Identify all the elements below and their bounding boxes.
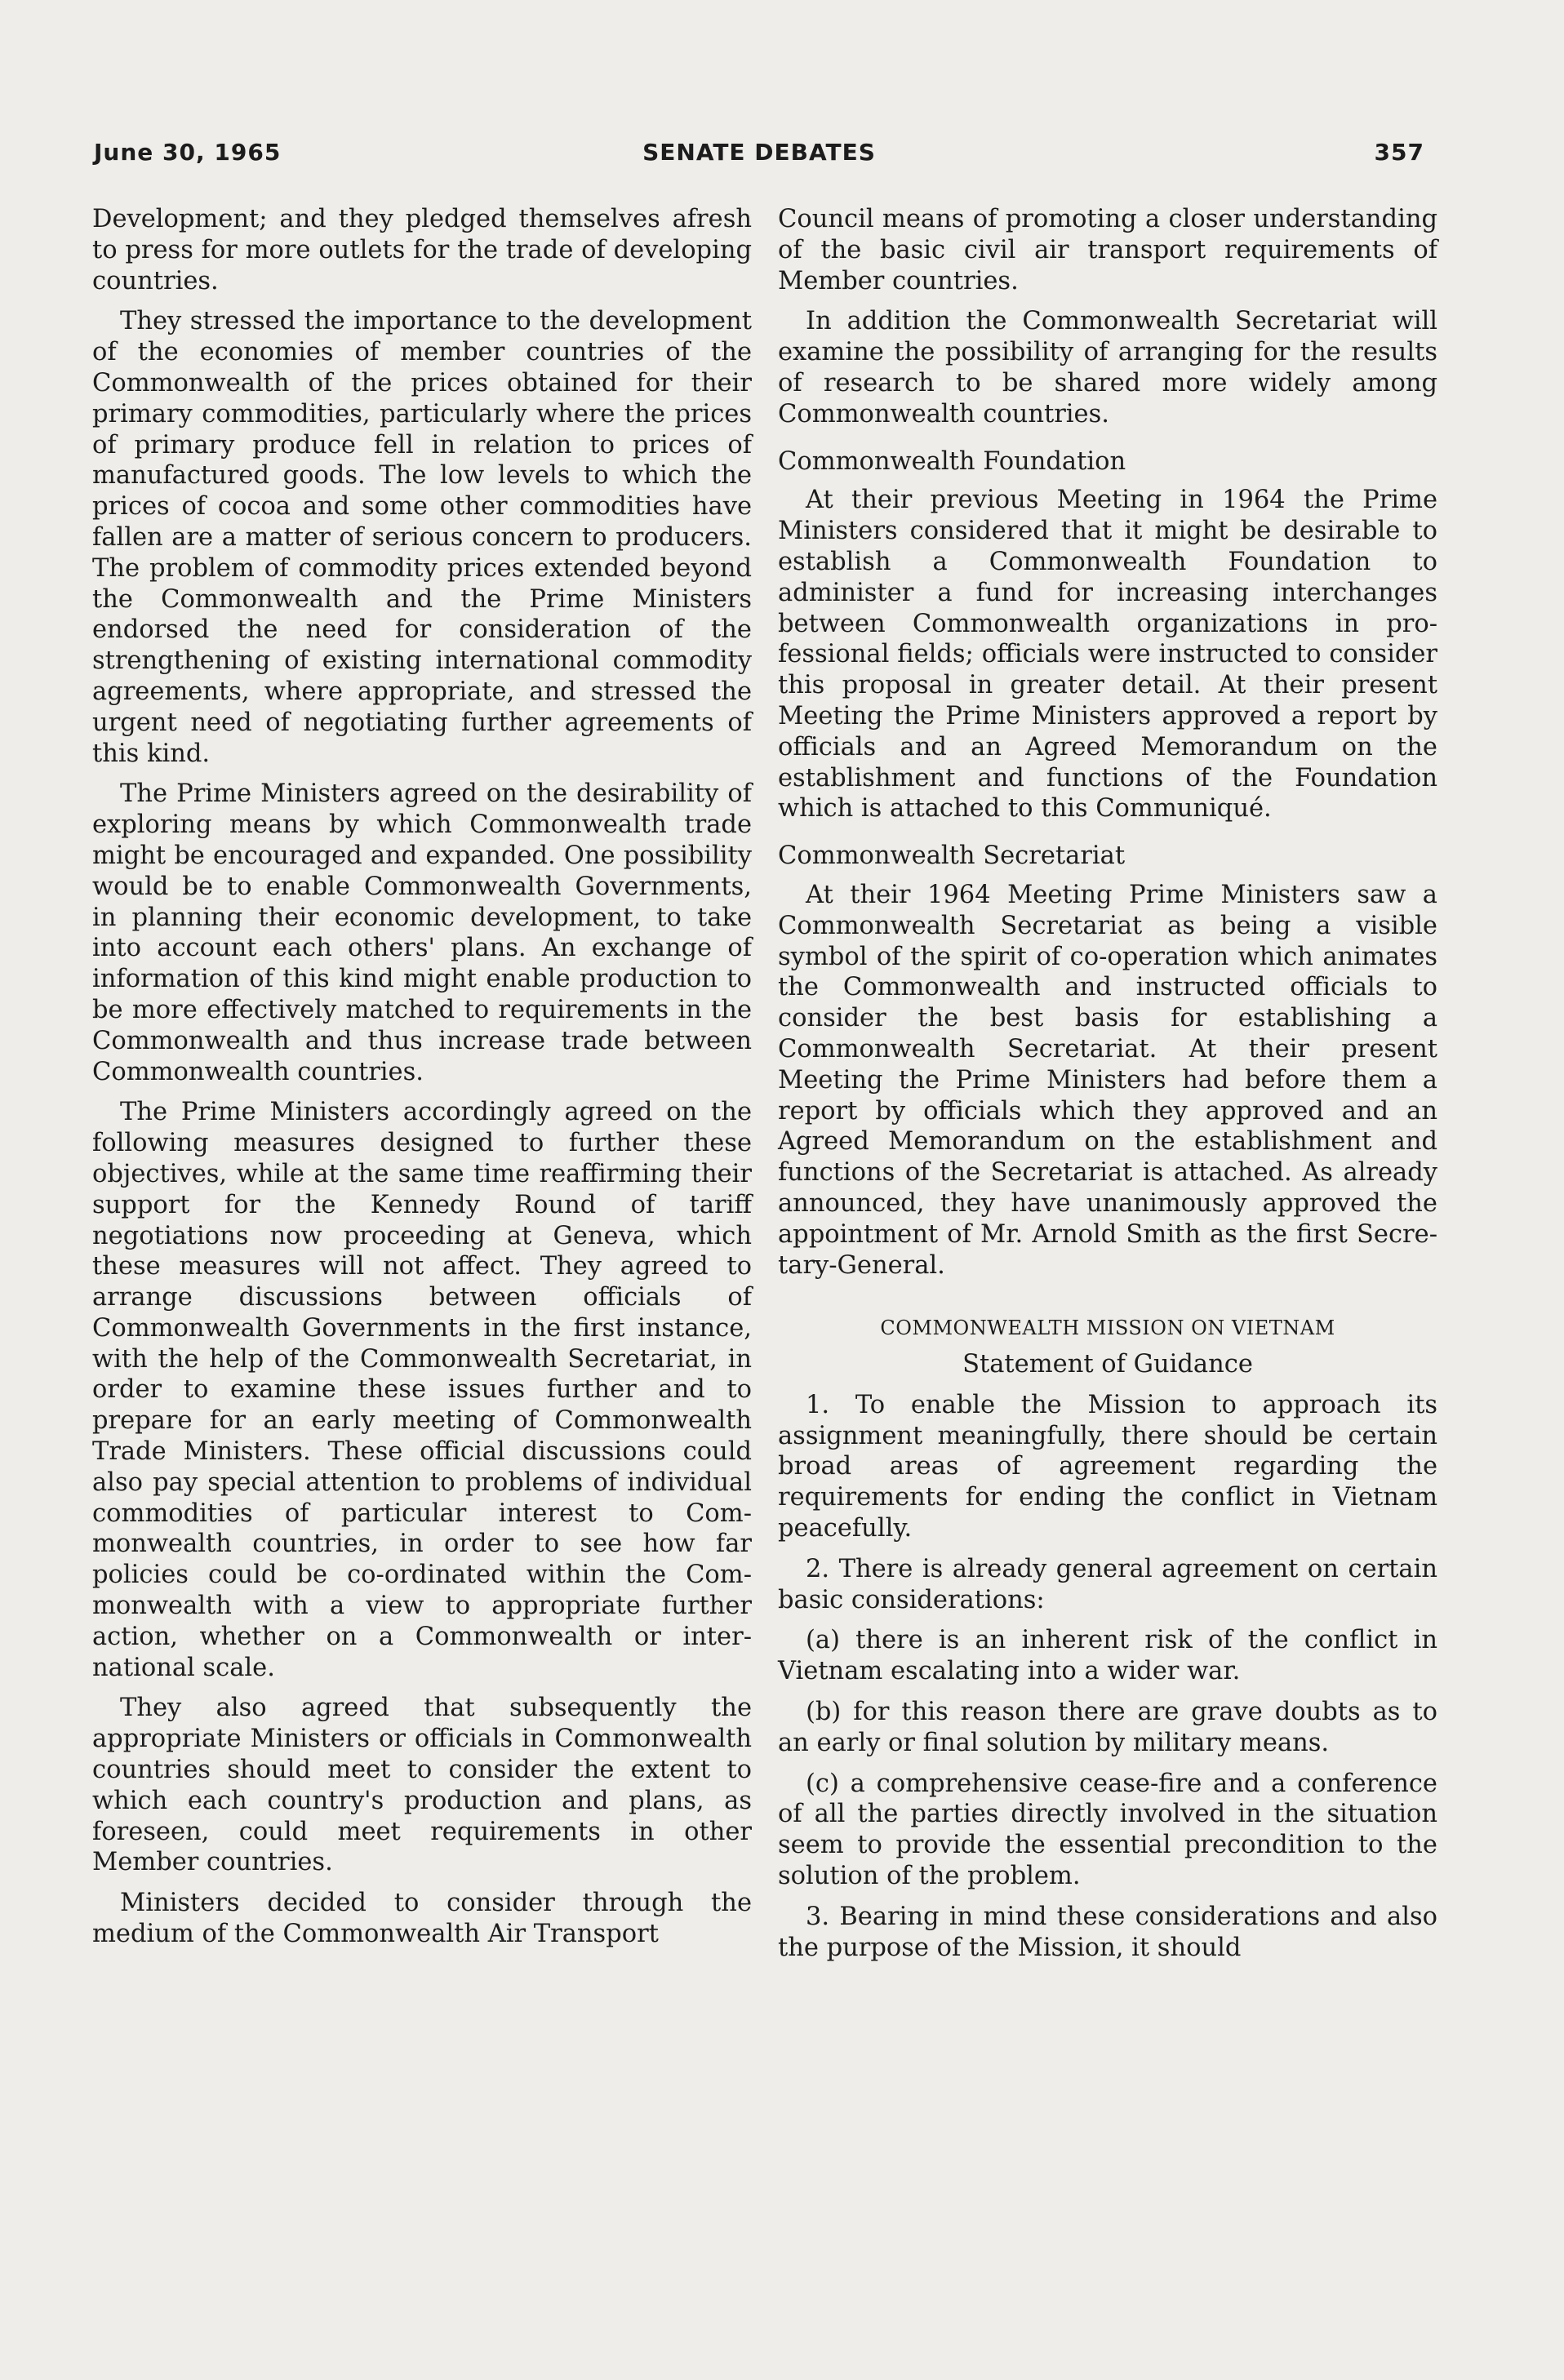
- paragraph-research: In addition the Commonwealth Secretariat will examine the possibility of arranging for the results of research to be shared more widely among Commonwealth countries.: [778, 307, 1437, 428]
- section-subtitle-guidance: Statement of Guidance: [962, 1350, 1253, 1379]
- paragraph-foundation: At their previous Meeting in 1964 the Prime Ministers considered that it might be desirable to establish a Commonwealth Foundation to administer a fund for increasing interchanges between Commonwealth organizations in professional fields; officials were instructed to consider this proposal in greater detail. At their present Meeting the Prime Ministers approved a report by officials and an Agreed Memorandum on the establishment and functions of the Foundation which is attached to this Communiqué.: [778, 486, 1437, 824]
- paragraph-development: Development; and they pledged themselves afresh to press for more outlets for the trade of developing countries.: [92, 205, 752, 295]
- paragraph-air-transport: Ministers decided to consider through the medium of the Commonwealth Air Transport: [92, 1889, 752, 1949]
- heading-commonwealth-secretariat: Commonwealth Secretariat: [778, 841, 1126, 871]
- guidance-item-1: 1. To enable the Mission to approach its assignment meaningfully, there should be certain broad areas of agreement regarding the requirements for ending the conflict in Vietnam peacefully.: [778, 1390, 1437, 1543]
- paragraph-primary-commodities: They stressed the importance to the development of the economies of member countries of the Commonwealth of the prices obtained for their primary commodities, particularly where the prices of primary produce fell in relation to prices of manufactured goods. The low levels to which the prices of cocoa and some other commodities have fallen are a matter of serious concern to producers. The problem of commodity prices extended beyond the Commonwealth and the Prime Ministers endorsed the need for consideration of the strengthening of existing international commodity agreements, where appropriate, and stressed the urgent need of negotiating further agreements of this kind.: [92, 307, 752, 768]
- guidance-item-3: 3. Bearing in mind these considerations and also the purpose of the Mission, it should: [778, 1902, 1437, 1962]
- header-title: SENATE DEBATES: [642, 139, 876, 166]
- header-date: June 30, 1965: [94, 139, 282, 166]
- paragraph-trade-encouraged: The Prime Ministers agreed on the desirability of exploring means by which Commonwealth trade might be encouraged and expanded. One possibility would be to enable Commonwealth Governments, in planning their economic development, to take into account each others' plans. An exchange of information of this kind might enable production to be more effectively matched to requirements in the Commonwealth and thus increase trade between Commonwealth countries.: [92, 779, 752, 1086]
- paragraph-measures: The Prime Ministers accordingly agreed on the following measures designed to further these objectives, while at the same time reaffirming their support for the Kennedy Round of tariff negotiations now proceeding at Geneva, which these measures will not affect. They agreed to arrange discussions between officials of Commonwealth Governments in the first instance, with the help of the Commonwealth Secretariat, in order to examine these issues further and to prepare for an early meeting of Commonwealth Trade Ministers. These official discussions could also pay special attention to problems of individual commodities of particular interest to Commonwealth countries, in order to see how far policies could be co-ordinated within the Commonwealth with a view to appropriate further action, whether on a Commonwealth or international scale.: [92, 1098, 752, 1682]
- paragraph-air-council: Council means of promoting a closer understanding of the basic civil air transport requirements of Member countries.: [778, 205, 1437, 295]
- guidance-item-2a: (a) there is an inherent risk of the conflict in Vietnam escalating into a wider war.: [778, 1626, 1437, 1686]
- paragraph-ministers-meet: They also agreed that subsequently the appropriate Ministers or officials in Commonwealth countries should meet to consider the extent to which each country's production and plans, as foreseen, could meet requirements in other Member countries.: [92, 1694, 752, 1877]
- guidance-item-2c: (c) a comprehensive cease-fire and a conference of all the parties directly involved in the situation seem to provide the essential precondition to the solution of the problem.: [778, 1769, 1437, 1891]
- page-number: 357: [1374, 139, 1424, 166]
- heading-commonwealth-foundation: Commonwealth Foundation: [778, 446, 1126, 476]
- guidance-item-2b: (b) for this reason there are grave doubts as to an early or final solution by military means.: [778, 1698, 1437, 1757]
- paragraph-secretariat: At their 1964 Meeting Prime Ministers saw a Commonwealth Secretariat as being a visible symbol of the spirit of co-operation which animates the Commonwealth and instructed officials to consider the best basis for establishing a Commonwealth Secretariat. At their present Meeting the Prime Ministers had before them a report by officials which they approved and an Agreed Memorandum on the establishment and functions of the Secretariat is attached. As already announced, they have unanimously approved the appointment of Mr. Arnold Smith as the first Secretary-General.: [778, 880, 1437, 1280]
- guidance-item-2: 2. There is already general agreement on certain basic considerations:: [778, 1554, 1437, 1614]
- section-title-vietnam-mission: COMMONWEALTH MISSION ON VIETNAM: [880, 1317, 1335, 1340]
- left-column: [92, 204, 752, 1960]
- page-header: [94, 139, 1424, 175]
- right-column: [778, 204, 1437, 1973]
